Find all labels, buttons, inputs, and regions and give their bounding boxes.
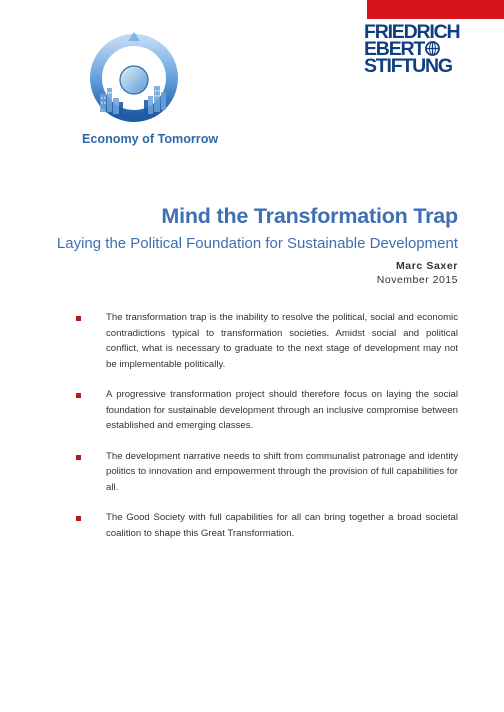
- fes-globe-mark-icon: [425, 41, 440, 56]
- author-name: Marc Saxer: [395, 260, 458, 272]
- summary-bullet: [76, 387, 458, 434]
- document-title: Mind the Transformation Trap: [161, 204, 458, 228]
- fes-logo-line-2-text: EBERT: [364, 38, 425, 60]
- bullet-square-icon: [76, 393, 81, 398]
- series-label: Economy of Tomorrow: [82, 132, 219, 146]
- fes-logo-line-3: STIFTUNG: [364, 55, 452, 77]
- bullet-square-icon: [76, 316, 81, 321]
- red-header-band: [367, 0, 504, 19]
- bullet-text: A progressive transformation project should therefore focus on laying the social foundation for sustainable development through an inclusive compromise between established and emerging classes.: [106, 389, 458, 431]
- bullet-text: The Good Society with full capabilities for all can bring together a broad societal coalition to shape this Great Transformation.: [106, 512, 458, 539]
- summary-bullet: [76, 449, 458, 496]
- summary-bullets: [76, 310, 458, 556]
- fes-logo: [364, 21, 464, 77]
- summary-bullet: [76, 310, 458, 372]
- fes-logo-line-1: FRIEDRICH: [364, 21, 460, 43]
- bullet-square-icon: [76, 516, 81, 521]
- publication-date: November 2015: [376, 274, 458, 286]
- bullet-text: The transformation trap is the inability to resolve the political, social and economic contradictions typical to transformation societies. Amidst social and political conflict, what is necessary to graduate to the next stage of development may not be implementable politically.: [106, 312, 458, 370]
- bullet-square-icon: [76, 455, 81, 460]
- document-subtitle: Laying the Political Foundation for Sustainable Development: [56, 235, 458, 252]
- economy-of-tomorrow-globe-icon: [88, 28, 180, 122]
- bullet-text: The development narrative needs to shift from communalist patronage and identity politics to innovation and empowerment through the provision of full capabilities for all.: [106, 450, 458, 493]
- summary-bullet: [76, 510, 458, 541]
